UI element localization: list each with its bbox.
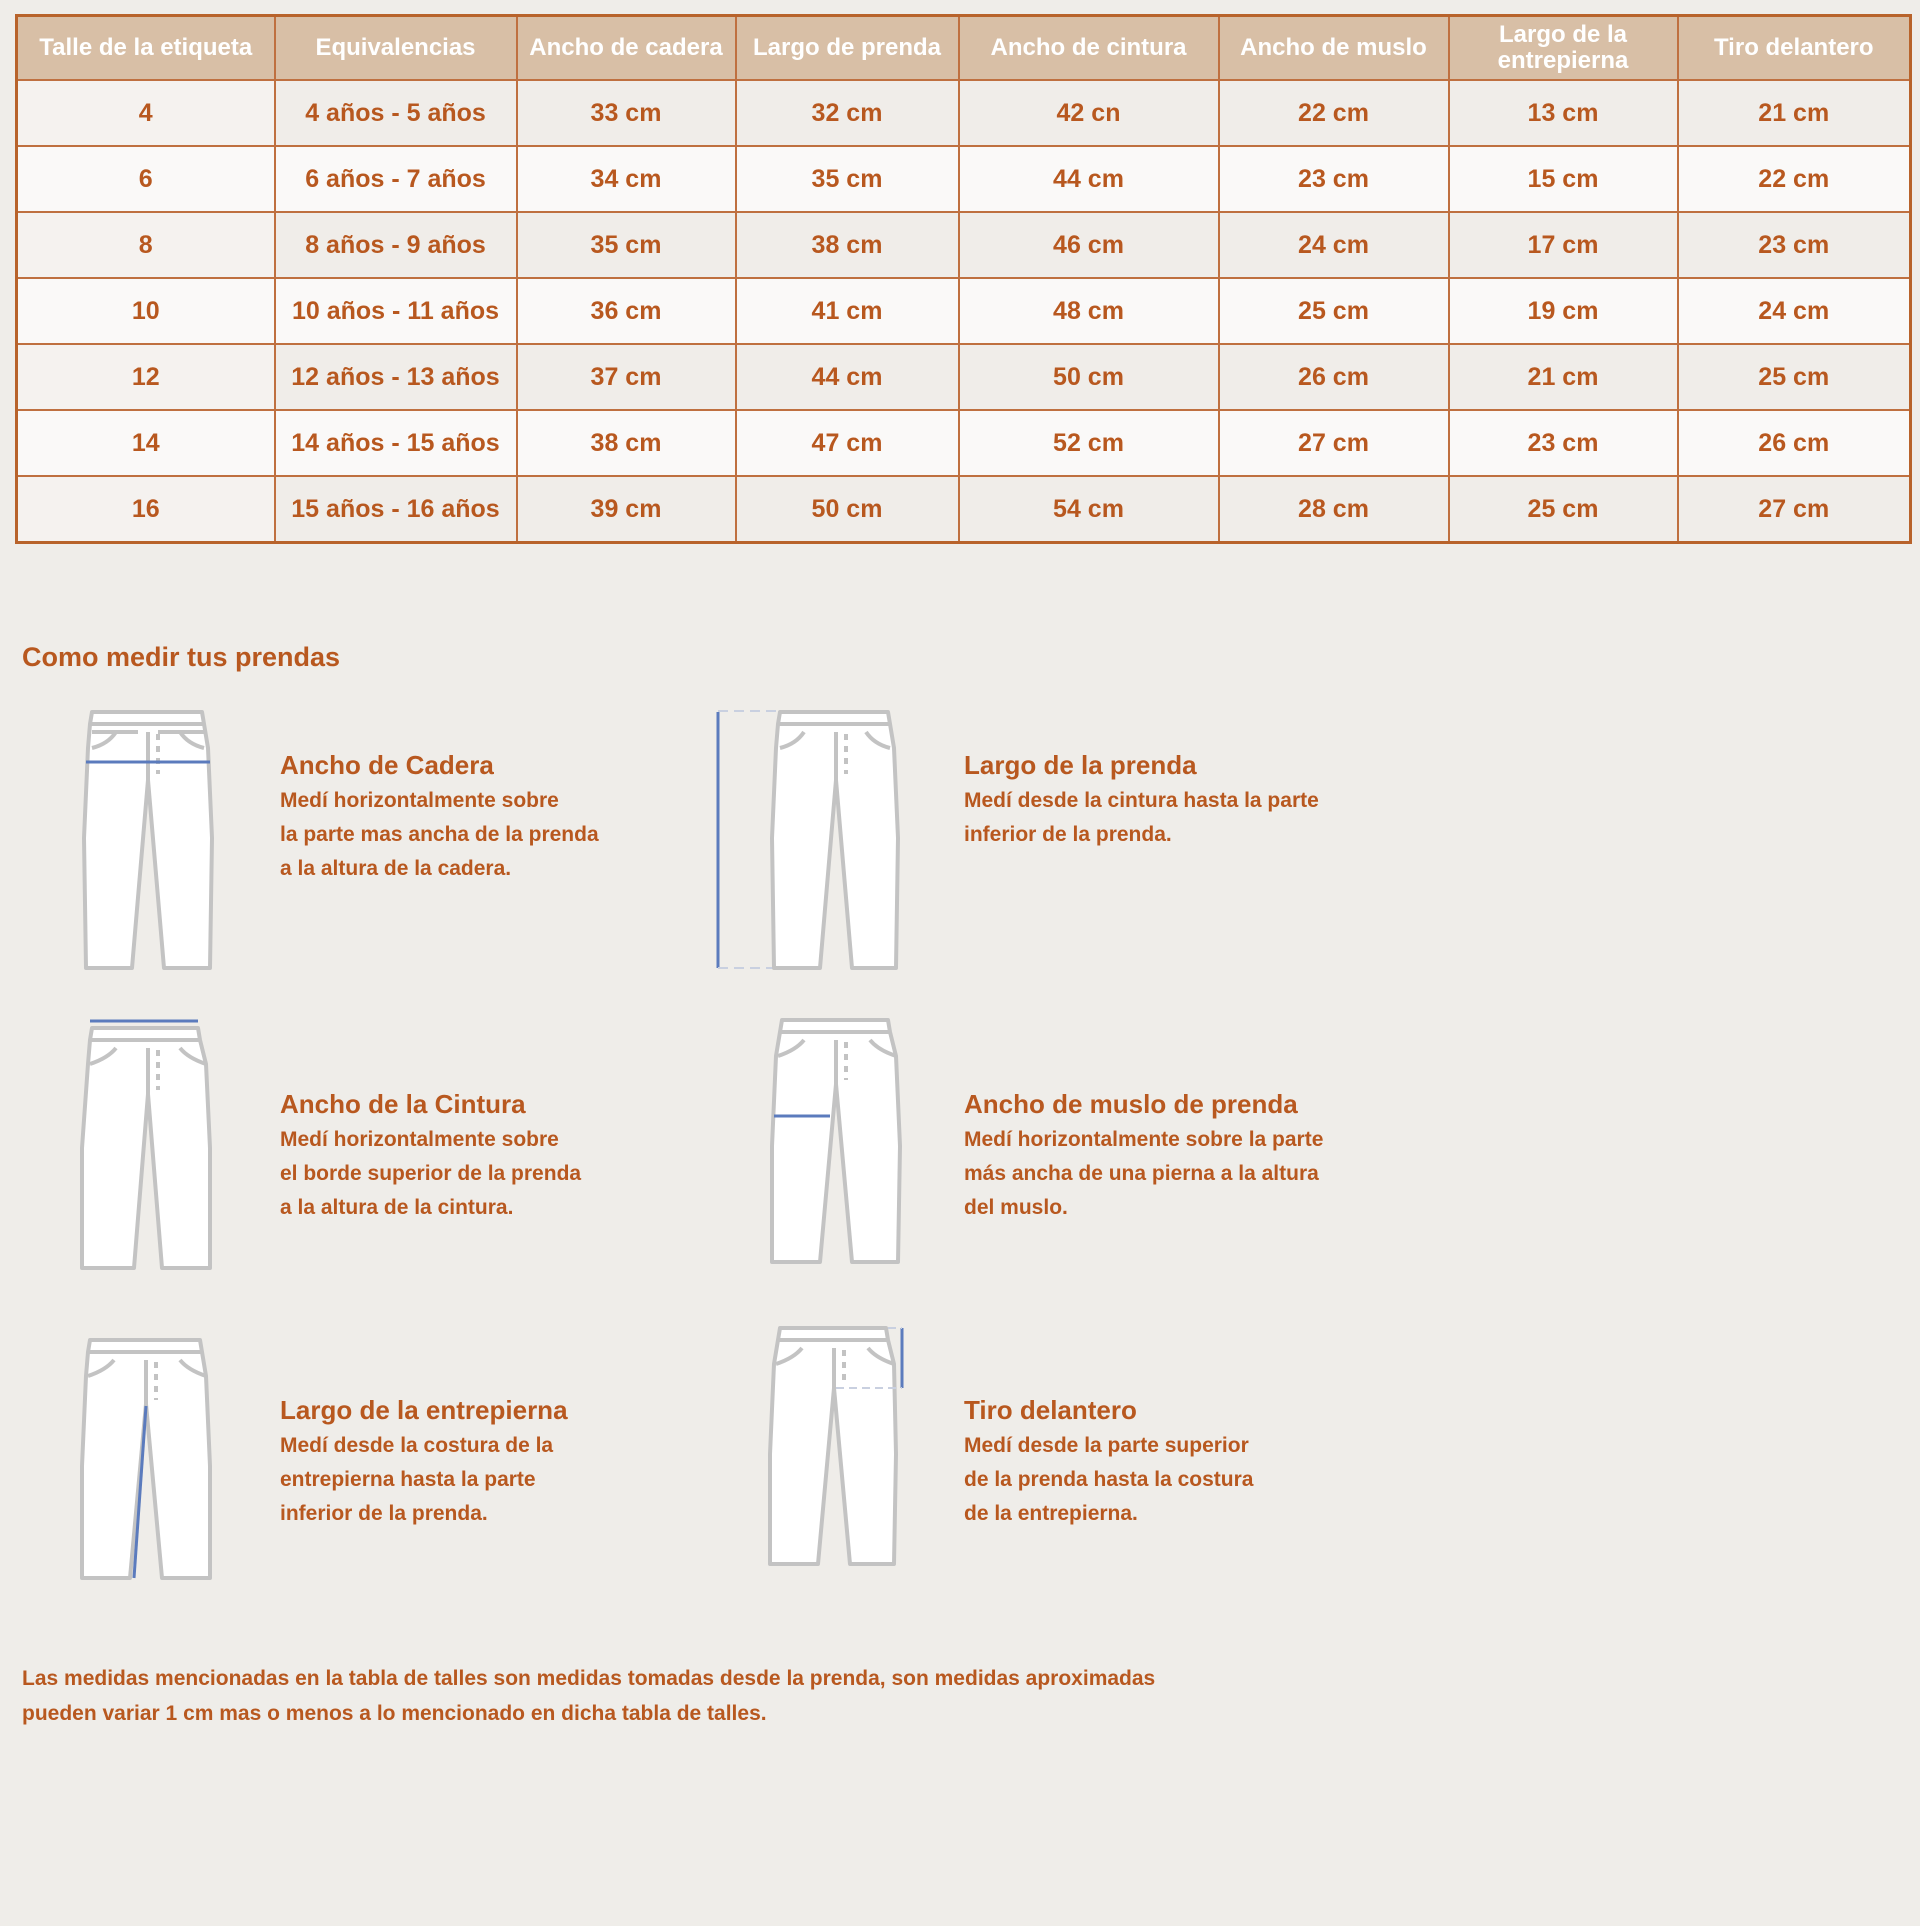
- guide-line: Medí desde la parte superior: [964, 1434, 1249, 1457]
- cell-equivalencia: 8 años - 9 años: [275, 212, 517, 278]
- guide-title: Largo de la prenda: [964, 750, 1197, 780]
- cell-ancho-cintura: 44 cm: [959, 146, 1219, 212]
- cell-ancho-cadera: 34 cm: [517, 146, 736, 212]
- guide-title: Ancho de muslo de prenda: [964, 1089, 1298, 1119]
- table-row: [17, 146, 1911, 212]
- cell-equivalencia: 12 años - 13 años: [275, 344, 517, 410]
- guide-line: inferior de la prenda.: [964, 823, 1172, 846]
- guide-line: Medí desde la cintura hasta la parte: [964, 789, 1319, 812]
- cell-ancho-muslo: 27 cm: [1219, 410, 1449, 476]
- header-equivalencias: Equivalencias: [275, 16, 517, 81]
- cell-ancho-cadera: 38 cm: [517, 410, 736, 476]
- table-row: [17, 278, 1911, 344]
- cell-largo-prenda: 41 cm: [736, 278, 959, 344]
- cell-ancho-muslo: 22 cm: [1219, 80, 1449, 146]
- cell-largo-entrepierna: 23 cm: [1449, 410, 1678, 476]
- cell-largo-prenda: 35 cm: [736, 146, 959, 212]
- cell-equivalencia: 6 años - 7 años: [275, 146, 517, 212]
- cell-ancho-cadera: 35 cm: [517, 212, 736, 278]
- cell-ancho-cadera: 37 cm: [517, 344, 736, 410]
- table-header-row: [17, 16, 1911, 81]
- cell-largo-entrepierna: 17 cm: [1449, 212, 1678, 278]
- cell-ancho-cintura: 50 cm: [959, 344, 1219, 410]
- table-row: [17, 410, 1911, 476]
- header-ancho-muslo: Ancho de muslo: [1219, 16, 1449, 81]
- guide-title: Ancho de la Cintura: [280, 1089, 526, 1119]
- table-row: [17, 344, 1911, 410]
- guide-line: la parte mas ancha de la prenda: [280, 823, 599, 846]
- table-row: [17, 212, 1911, 278]
- guide-line: más ancha de una pierna a la altura: [964, 1162, 1319, 1185]
- guide-line: de la prenda hasta la costura: [964, 1468, 1254, 1491]
- cell-tiro-delantero: 25 cm: [1678, 344, 1911, 410]
- cell-ancho-cintura: 54 cm: [959, 476, 1219, 543]
- cell-ancho-cintura: 48 cm: [959, 278, 1219, 344]
- cell-tiro-delantero: 27 cm: [1678, 476, 1911, 543]
- cell-ancho-cintura: 46 cm: [959, 212, 1219, 278]
- pants-hip-icon: [78, 708, 218, 978]
- guide-line: a la altura de la cintura.: [280, 1196, 514, 1219]
- guide-line: de la entrepierna.: [964, 1502, 1138, 1525]
- guide-title: Tiro delantero: [964, 1395, 1137, 1425]
- cell-talle: 8: [17, 212, 275, 278]
- table-row: [17, 476, 1911, 543]
- cell-ancho-cintura: 42 cn: [959, 80, 1219, 146]
- cell-equivalencia: 10 años - 11 años: [275, 278, 517, 344]
- header-largo-entrepierna: Largo de la entrepierna: [1449, 16, 1678, 81]
- cell-tiro-delantero: 22 cm: [1678, 146, 1911, 212]
- guide-line: a la altura de la cadera.: [280, 857, 512, 880]
- guide-line: el borde superior de la prenda: [280, 1162, 582, 1185]
- cell-talle: 10: [17, 278, 275, 344]
- pants-rise-icon: [766, 1324, 916, 1568]
- cell-largo-entrepierna: 25 cm: [1449, 476, 1678, 543]
- guide-line: Medí horizontalmente sobre: [280, 1128, 559, 1151]
- guide-title: Largo de la entrepierna: [280, 1395, 568, 1425]
- cell-ancho-muslo: 26 cm: [1219, 344, 1449, 410]
- cell-talle: 16: [17, 476, 275, 543]
- guide-line: inferior de la prenda.: [280, 1502, 488, 1525]
- cell-tiro-delantero: 23 cm: [1678, 212, 1911, 278]
- cell-ancho-muslo: 25 cm: [1219, 278, 1449, 344]
- header-ancho-cadera: Ancho de cadera: [517, 16, 736, 81]
- table-row: [17, 80, 1911, 146]
- cell-largo-entrepierna: 19 cm: [1449, 278, 1678, 344]
- guide-line: Medí horizontalmente sobre la parte: [964, 1128, 1324, 1151]
- pants-thigh-icon: [768, 1016, 904, 1266]
- guide-line: entrepierna hasta la parte: [280, 1468, 536, 1491]
- cell-largo-prenda: 50 cm: [736, 476, 959, 543]
- header-ancho-cintura: Ancho de cintura: [959, 16, 1219, 81]
- cell-largo-prenda: 47 cm: [736, 410, 959, 476]
- footnote-line-2: pueden variar 1 cm mas o menos a lo mencionado en dicha tabla de talles.: [22, 1702, 767, 1725]
- cell-tiro-delantero: 26 cm: [1678, 410, 1911, 476]
- guide-line: Medí horizontalmente sobre: [280, 789, 559, 812]
- pants-length-icon: [714, 708, 904, 978]
- cell-equivalencia: 4 años - 5 años: [275, 80, 517, 146]
- size-table: [15, 14, 1912, 544]
- cell-talle: 14: [17, 410, 275, 476]
- cell-largo-entrepierna: 21 cm: [1449, 344, 1678, 410]
- guide-title: Ancho de Cadera: [280, 750, 494, 780]
- cell-equivalencia: 14 años - 15 años: [275, 410, 517, 476]
- cell-ancho-cintura: 52 cm: [959, 410, 1219, 476]
- cell-talle: 6: [17, 146, 275, 212]
- cell-ancho-cadera: 36 cm: [517, 278, 736, 344]
- cell-largo-prenda: 32 cm: [736, 80, 959, 146]
- footnote-line-1: Las medidas mencionadas en la tabla de talles son medidas tomadas desde la prenda, son medidas aproximadas: [22, 1667, 1156, 1690]
- cell-largo-prenda: 38 cm: [736, 212, 959, 278]
- guide-line: Medí desde la costura de la: [280, 1434, 554, 1457]
- section-title: Como medir tus prendas: [22, 642, 341, 672]
- header-tiro-delantero: Tiro delantero: [1678, 16, 1911, 81]
- cell-talle: 4: [17, 80, 275, 146]
- cell-tiro-delantero: 21 cm: [1678, 80, 1911, 146]
- pants-waist-icon: [76, 1018, 222, 1274]
- cell-ancho-muslo: 24 cm: [1219, 212, 1449, 278]
- cell-ancho-cadera: 33 cm: [517, 80, 736, 146]
- cell-equivalencia: 15 años - 16 años: [275, 476, 517, 543]
- pants-inseam-icon: [76, 1336, 216, 1582]
- cell-tiro-delantero: 24 cm: [1678, 278, 1911, 344]
- cell-largo-entrepierna: 15 cm: [1449, 146, 1678, 212]
- header-talle: Talle de la etiqueta: [17, 16, 275, 81]
- cell-largo-entrepierna: 13 cm: [1449, 80, 1678, 146]
- guide-line: del muslo.: [964, 1196, 1068, 1219]
- cell-ancho-muslo: 28 cm: [1219, 476, 1449, 543]
- header-largo-prenda: Largo de prenda: [736, 16, 959, 81]
- cell-ancho-cadera: 39 cm: [517, 476, 736, 543]
- cell-talle: 12: [17, 344, 275, 410]
- cell-largo-prenda: 44 cm: [736, 344, 959, 410]
- cell-ancho-muslo: 23 cm: [1219, 146, 1449, 212]
